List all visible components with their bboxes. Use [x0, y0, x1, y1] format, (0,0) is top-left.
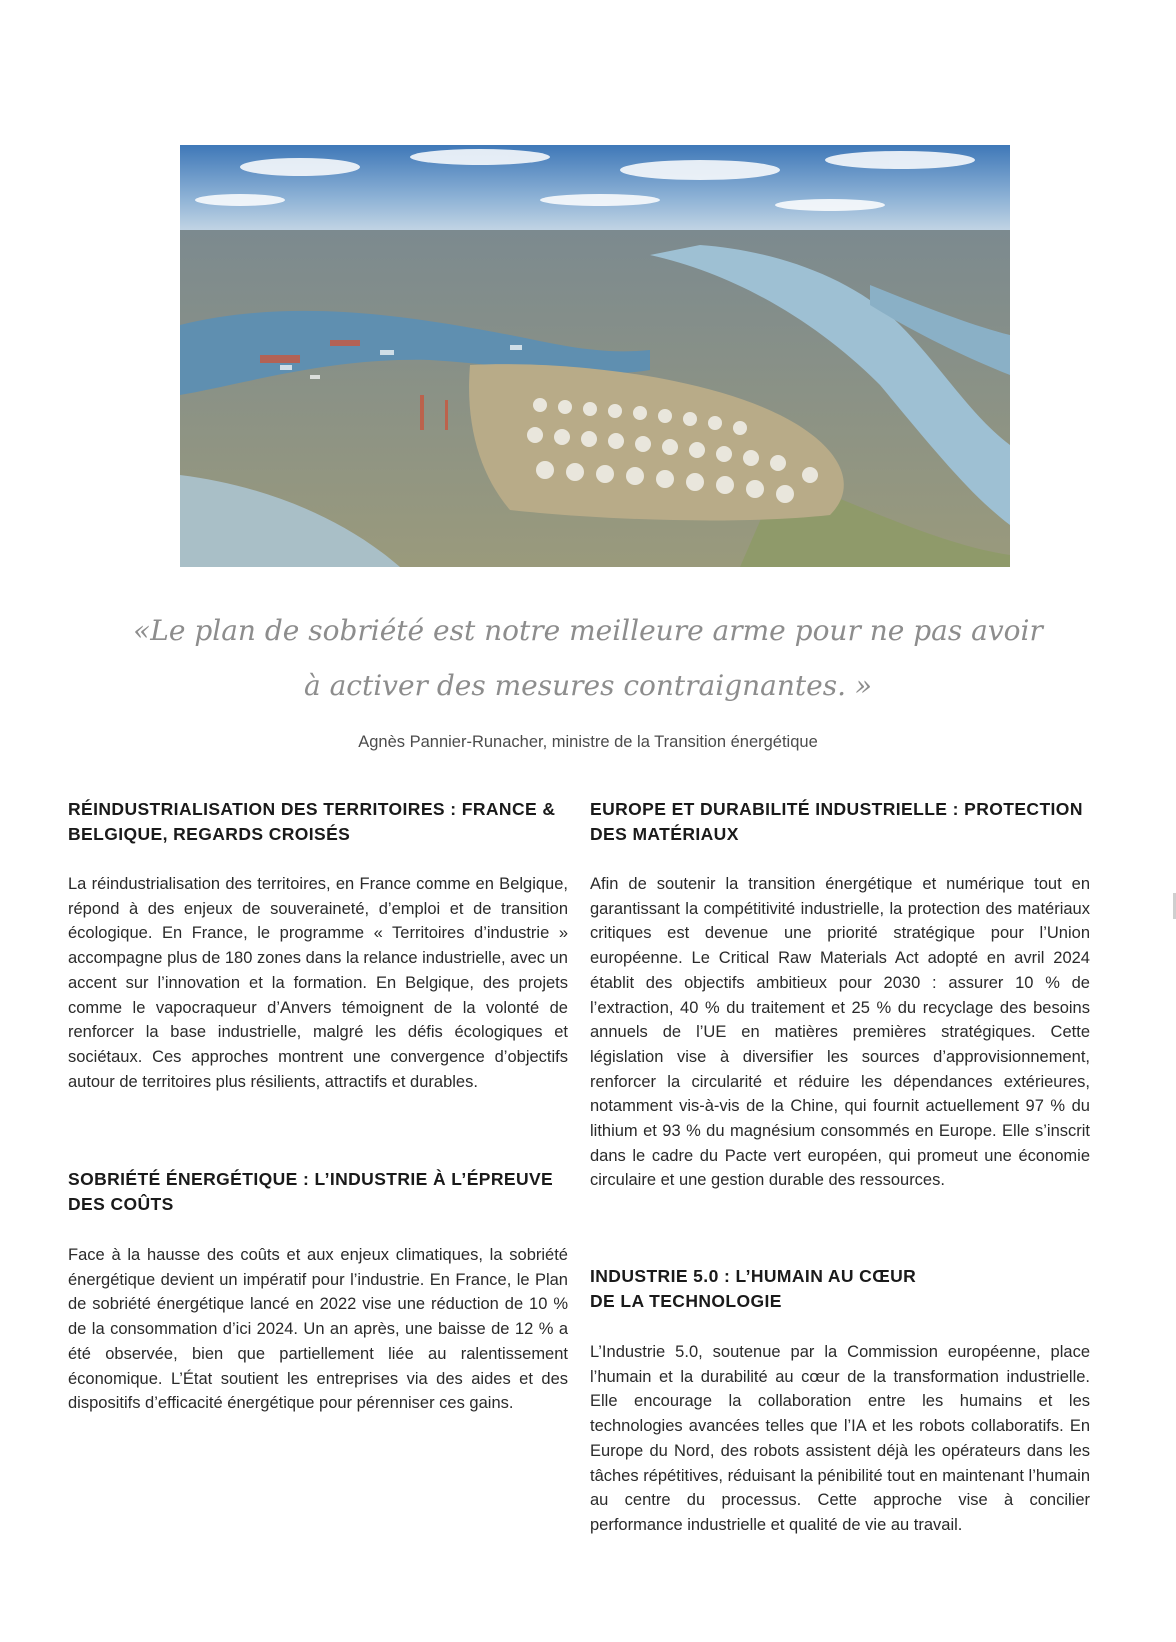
section-body-europe: Afin de soutenir la transition énergétique et numérique tout en garantissant la compétitivité industrielle, la protection des matériaux critiques est devenue une priorité stratégique pour l’Union européenne. Le Critical Raw Materials Act adopté en avril 2024 établit des objectifs ambitieux pour 2030 : assurer 10 % de l’extraction, 40 % du traitement et 25 % du recyclage des besoins annuels de l’UE en matières premières stratégiques. Cette législation vise à diversifier les sources d’approvisionnement, renforcer la circularité et réduire les dépendances extérieures, notamment vis-à-vis de la Chine, qui fournit actuellement 97 % du lithium et 93 % du magnésium consommés en Europe. Elle s’inscrit dans le cadre du Pacte vert européen, qui promeut une économie circulaire et une gestion durable des ressources.: [590, 875, 1090, 1190]
aerial-port-photo: [180, 145, 1010, 567]
aerial-port-illustration: [180, 145, 1010, 567]
section-heading-industrie50: [590, 1264, 1090, 1314]
section-heading-sobriete: SOBRIÉTÉ ÉNERGÉTIQUE : L’INDUSTRIE À L’ÉPREUVE DES COÛTS: [68, 1169, 554, 1214]
section-body-reindustrialisation: La réindustrialisation des territoires, en France comme en Belgique, répond à des enjeux de souveraineté, d’emploi et de transition écologique. En France, le programme « Territoires d’industrie » accompagne plus de 180 zones dans la relance industrielle, avec un accent sur l’innovation et la formation. En Belgique, des projets comme le vapocraqueur d’Anvers témoignent de la volonté de renforcer la base industrielle, malgré les défis écologiques et sociétaux. Ces approches montrent une convergence d’objectifs autour de territoires plus résilients, attractifs et durables.: [68, 875, 568, 1091]
pull-quote: [120, 603, 1056, 713]
quote-attribution: Agnès Pannier-Runacher, ministre de la Transition énergétique: [358, 733, 818, 751]
section-body-sobriete: Face à la hausse des coûts et aux enjeux climatiques, la sobriété énergétique devient un impératif pour l’industrie. En France, le Plan de sobriété énergétique lancé en 2022 vise une réduction de 10 % de la consommation d’ici 2024. Un an après, une baisse de 12 % a été observée, bien que partiellement liée au ralentissement économique. L’État soutient les entreprises via des aides et des dispositifs d’efficacité énergétique pour pérenniser ces gains.: [68, 1246, 568, 1413]
pull-quote-line-1: «Le plan de sobriété est notre meilleure arme pour ne pas avoir: [133, 614, 1043, 647]
section-body-industrie50: L’Industrie 5.0, soutenue par la Commission européenne, place l’humain et la durabilité au cœur de la transformation industrielle. Elle encourage la collaboration entre les humains et les technologies avancées telles que l’IA et les robots collaboratifs. En Europe du Nord, des robots assistent déjà les opérateurs dans les tâches répétitives, réduisant la pénibilité tout en maintenant l’humain au centre du processus. Cette approche vise à concilier performance industrielle et qualité de vie au travail.: [590, 1343, 1090, 1534]
section-heading-industrie50-line1: INDUSTRIE 5.0 : L’HUMAIN AU CŒUR: [590, 1266, 917, 1286]
section-heading-industrie50-line2: DE LA TECHNOLOGIE: [590, 1291, 782, 1311]
section-heading-europe: EUROPE ET DURABILITÉ INDUSTRIELLE : PROTECTION DES MATÉRIAUX: [590, 799, 1083, 844]
pull-quote-line-2: à activer des mesures contraignantes. »: [303, 669, 873, 702]
section-heading-reindustrialisation: RÉINDUSTRIALISATION DES TERRITOIRES : FRANCE & BELGIQUE, REGARDS CROISÉS: [68, 799, 556, 844]
